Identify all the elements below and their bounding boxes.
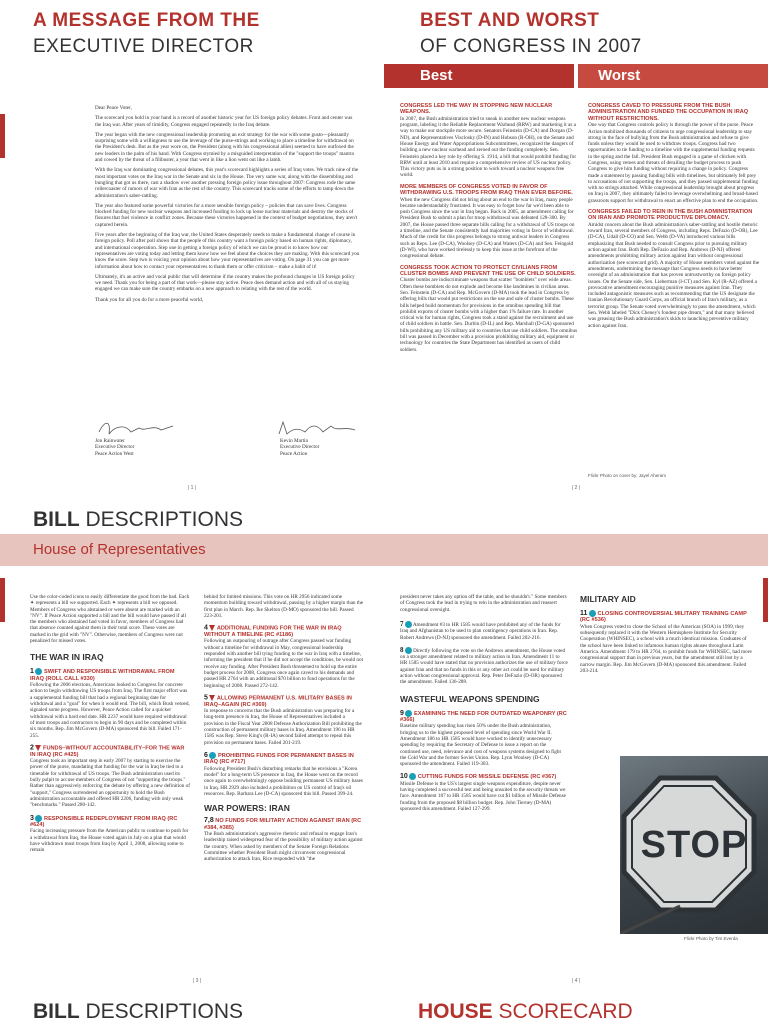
footer-right-rest: SCORECARD bbox=[492, 1000, 633, 1023]
stop-sign-photo bbox=[620, 756, 768, 934]
oppose-icon bbox=[35, 745, 41, 751]
bill-body: When Congress voted to close the School of the Americas (SOA) in 1999, they subsequently replaced it with the Western Hemisphere Institute for Security Cooperation (WHINSEC), a school with a much identical mission. Graduates of the school have been linked to infamous human rights abuses throughout Latin America. Amendment 179 to HR 2764, to prohibit funds for WHINSEC, had more congressional support than in previous years, but the amendment still lost by a narrow margin. Rep. Jim McGovern (D-MA) sponsored this amendment. Failed 203-214. bbox=[580, 623, 752, 674]
bill-title: EXAMINING THE NEED FOR OUTDATED WEAPONRY (RC #366) bbox=[400, 710, 567, 723]
bill-body-continued: president never takes any option off the table, and he shouldn't." Some members of Congress took the lead in trying to rein in the administration and reassert congressional oversight. bbox=[400, 594, 567, 613]
signature-1 bbox=[95, 418, 185, 440]
best-column bbox=[400, 103, 578, 353]
bill-heading bbox=[580, 610, 752, 624]
bill-body: Following the 2006 elections, Americans looked to Congress for concrete action to begin withdrawing US troops from Iraq. The first major effort was a supplemental funding bill that had a regional beginning date for withdrawal and a "goal" for when it would end. The bill, which Bush vetoed, signaled some progress. However, Peace Action called for a quicker withdrawal with a hard end date. HR 2237 would have required withdrawal of most troops and contractors to begin in 90 days and be completed within six months. Rep. Jim McGovern (D-MA) sponsored this bill. Failed 171-255. bbox=[30, 682, 190, 739]
bill-text: Amendment #3 to HR 1585 would have prohibited any of the funds for Iraq and Afghanistan to be used to plan contingency operations in Iran. Rep. Robert Andrews (D-NJ) sponsored the amendment. Failed 202-216. bbox=[400, 621, 561, 641]
bill-number: 3 bbox=[30, 814, 34, 822]
bill-item bbox=[400, 647, 568, 686]
support-icon bbox=[589, 610, 596, 617]
title-bold: BILL bbox=[33, 508, 80, 531]
cover-photo-credit: Flickr Photo on cover by: Jayel Aheram bbox=[588, 473, 667, 478]
bill-title: PROHIBITING FUNDS FOR PERMANENT BASES IN IRAQ (RC #717) bbox=[204, 752, 354, 766]
bill-heading bbox=[400, 710, 568, 724]
worst-item-body: Amidst concern about the Bush administration's saber-rattling and hostile rhetoric toward Iran, several members of Congress, including Reps. DeFazio (D-OR), Lee (D-CA), Udall (D-CO) and Sen. Webb (D-VA) introduced various bills emphasizing that Bush needed to consult Congress prior to pursuing military action against Iran. Both Rep. DeFazio and Rep. Andrews (D-NJ) offered amendments prohibiting military action against Iran without congressional authorization (see scorecard grid). A majority of House members voted against the amendments, undermining the message that Congress needs to have better oversight of an administration that has proven untrustworthy on foreign policy issues. On the Senate side, Sen. Lieberman (I-CT) and Sen. Kyl (R-AZ) offered a provocative amendment encouraging punitive measures against Iran. They included antagonistic measures such as recommending that the US designate the Iranian Revolutionary Guard Corps, an official branch of Iran's military, as a terrorist group. The Senate voted overwhelmingly to pass the amendment, which Sen. Webb labeled "Dick Cheney's fondest pipe dream," and that many believed was greasing the Bush administration's skids to launching preventive military action against Iran. bbox=[588, 221, 760, 329]
bill-heading bbox=[30, 745, 190, 758]
top-right-page bbox=[384, 0, 768, 500]
signer-title: Executive Director bbox=[280, 444, 320, 451]
footer-left-bold: BILL bbox=[33, 1000, 80, 1023]
bill-title: RESPONSIBLE REDEPLOYMENT FROM IRAQ (RC #624) bbox=[30, 815, 178, 828]
bill-item bbox=[204, 818, 364, 862]
house-band-label: House of Representatives bbox=[33, 541, 206, 558]
signer-name: Kevin Martin bbox=[280, 438, 309, 444]
bill-title: ALLOWING PERMANENT U.S. MILITARY BASES IN IRAQ–AGAIN (RC #369) bbox=[204, 695, 352, 708]
signature-block-1 bbox=[95, 438, 134, 457]
best-item-heading: CONGRESS LED THE WAY IN STOPPING NEW NUCLEAR WEAPONS. bbox=[400, 103, 553, 116]
bill-number: 2 bbox=[30, 744, 34, 752]
bill-number: 10 bbox=[400, 773, 408, 781]
worst-item-heading: CONGRESS FAILED TO REIN IN THE BUSH ADMINISTRATION ON IRAN AND PROMOTE PRODUCTIVE DIPLOMACY. bbox=[588, 209, 753, 222]
signature-2 bbox=[275, 418, 365, 440]
bill-body: Baseline military spending has risen 50% under the Bush administration, bringing us to the highest proposed level of spending since World War II. Amendment 186 to HR 1585 would have worked to identify unnecessary spending by requiring the Secretary of Defense to issue a report on the continued use, need, relevance and cost of weapons systems designed to fight the Cold War and the former Soviet Union. Rep. Lynn Woolsey (D-CA) sponsored the amendment. Failed 119-303. bbox=[400, 723, 561, 768]
section-heading: WASTEFUL WEAPONS SPENDING bbox=[400, 693, 540, 704]
page-number: | 4 | bbox=[571, 978, 581, 984]
bill-number: 1 bbox=[30, 668, 34, 676]
best-item-heading: MORE MEMBERS OF CONGRESS VOTED IN FAVOR OF WITHDRAWING U.S. TROOPS FROM IRAQ THAN EVER BEFORE. bbox=[400, 183, 573, 197]
bill-item bbox=[400, 773, 568, 812]
title-rest: DESCRIPTIONS bbox=[79, 508, 244, 531]
bill-number: 11 bbox=[580, 609, 588, 617]
support-icon bbox=[409, 773, 416, 780]
bill-heading bbox=[30, 668, 190, 682]
bill-number: 9 bbox=[400, 709, 404, 717]
bill-item bbox=[30, 815, 190, 854]
letter-paragraph: The scorecard you hold in your hand is a record of another historic year for US foreign policy debates. Front and center was the Iraq war. After years of timidity, Congress engaged repeatedly in the Iraq debate. bbox=[95, 115, 353, 128]
bill-title: FUNDS–WITHOUT ACCOUNTABILITY–FOR THE WAR IN IRAQ (RC #425) bbox=[30, 745, 185, 758]
footer-right-bold: HOUSE bbox=[418, 1000, 493, 1023]
best-item-body: Cluster bombs are indiscriminate weapons that scatter "bomblets" over wide areas. Often these bomblets do not explode and become like landmines in civilian areas. Sen. Feinstein (D-CA) and Rep. McGovern (D-MA) took the lead in Congress by offering bills that would put restrictions on the use and sale of cluster bombs. These bills helped build momentum for provisions in the omnibus spending bill that prohibit exports of cluster bombs with a higher than 1% failure rate. In another critical win for human rights, Congress took a stand against the recruitment and use of child soldiers in battle. Sen. Durbin (D-IL) and Rep. Marshall (D-GA) sponsored bills prohibiting any US military aid to countries that use child soldiers. The omnibus bill was passed in December with a provision prohibiting military aid, equipment or technology for countries the State Department has identified as users of child soldiers. bbox=[400, 277, 578, 353]
best-item-body: In 2007, the Bush administration tried to sneak in another new nuclear weapons program, labeling it the Reliable Replacement Warhead (RRW) and marketing it as a way to make our stockpile more secure. Senators Feinstein (D-CA) and Dorgan (D-ND), and Representatives Visclosky (D-IN) and Hobson (R-OH), on the Senate and House Energy and Water Appropriations Subcommittees, recognized the dangers of building a new nuclear warhead and zeroed out the funding completely. Sen. Feinstein placed a key role by offering S. 1914, a bill that would prohibit funding for RRW until at least 2010 and require a comprehensive review of US nuclear policy. This victory puts us in a strong position to work toward a nuclear weapons free world. bbox=[400, 115, 577, 179]
house-band-continued bbox=[384, 534, 768, 566]
left-margin-bar bbox=[0, 114, 5, 158]
bill-title: NO FUNDS FOR MILITARY ACTION AGAINST IRAN (RC #384, #385) bbox=[204, 818, 362, 831]
bill-body: Following an outpouring of outrage after Congress passed war funding without a timeline for withdrawal in May, congressional leadership responded with another bill tying funding to the war in Iraq with a timeline, informing the president that if he did not accept the conditions, he would not receive any funding. After President Bush threatened to hold up the entire budget process for 2008, Congress once again caved to his demands and passed HR 2764 with an additional $70 billion to fund operations for the beginning of 2008. Passed 272-142. bbox=[204, 638, 364, 689]
letter-paragraph: The year began with the new congressional leadership promoting an exit strategy for the war with some gusto—pleasantly surprising some with a willingness to use the leverage of the purse-strings and working to place a timeline for withdrawal on the President's desk. But as the year wore on, the President (along with his congressional allies) seemed to have outfoxed the new leaders in the palm of his hand. With Congress stymied by a misguided interpretation of the "support the troops" mantra and cowed by the threat of a filibuster, a year that went in like a lion went out like a lamb. bbox=[95, 131, 354, 164]
bill-body: Missile Defense is the US's largest single weapons expenditure, despite never having completed a successful test and being unsuited to the security threats we face. Amendment 187 to HR 1585 would have cut $1 billion of Missile Defense funding from the proposed $8 billion budget. Rep. John Tierney (D-MA) sponsored this amendment. Failed 127-299. bbox=[400, 780, 566, 813]
worst-label: Worst bbox=[598, 67, 641, 84]
bill-number: 5 bbox=[204, 694, 208, 702]
bill-body-continued: behind for limited missions. This vote on HR 2956 indicated some momentum building toward withdrawal, passing by a higher margin than the first plan in March. Rep. Ike Skelton (D-MO) sponsored the bill. Passed 223-201. bbox=[204, 594, 364, 619]
bill-heading bbox=[204, 695, 364, 708]
message-title-line1: A MESSAGE FROM THE bbox=[33, 10, 260, 31]
bill-heading bbox=[204, 818, 364, 831]
letter-paragraph: The year also featured some powerful victories for a more sensible foreign policy – policies that can save lives. Congress blocked funding for new nuclear weapons and increased funding to lock up loose nuclear materials and destroy the stocks of fissures that fuel violence in conflict zones. Because these victories happened in the context of budget negotiations, they aren't captured herein. bbox=[95, 202, 358, 228]
letter-body bbox=[95, 105, 360, 307]
page-number: | 3 | bbox=[192, 978, 202, 984]
bill-column-2 bbox=[204, 594, 364, 863]
bill-descriptions-title bbox=[33, 508, 243, 532]
bill-heading bbox=[204, 752, 364, 766]
footer-right-title bbox=[418, 1000, 633, 1024]
bill-column-3 bbox=[400, 594, 568, 812]
bill-title: ADDITIONAL FUNDING FOR THE WAR IN IRAQ WITHOUT A TIMELINE (RC #1186) bbox=[204, 625, 342, 639]
support-icon bbox=[35, 668, 42, 675]
letter-paragraph: With the Iraq war dominating congressional debates, this year's scorecard highlights a series of Iraq votes. We track nine of the most important votes on the Iraq war in the Senate and six in the House. The very same war, along with the dissembling and bungling that got us there, cast a shadow over another pressing foreign policy issue throughout 2007: Congress rode the same rollercoaster of rumors of war with Iran as the rest of the country. This scorecard tracks some of the efforts to tamp down the administration's saber-rattling. bbox=[95, 167, 359, 199]
photo-credit: Flickr Photo by Tim Everda bbox=[684, 936, 738, 941]
section-heading: WAR POWERS: IRAN bbox=[204, 803, 290, 814]
section-heading: THE WAR IN IRAQ bbox=[30, 652, 104, 663]
support-icon bbox=[405, 710, 412, 717]
bill-item bbox=[580, 610, 752, 674]
oppose-icon bbox=[209, 695, 215, 701]
bottom-right-page bbox=[384, 500, 768, 990]
bill-column-1 bbox=[30, 594, 190, 854]
bill-body: In response to concerns that the Bush administration was preparing for a long-term presence in Iraq, the House of Representatives included a provision in the Fiscal Year 2008 Defense Authorization Bill prohibiting the construction of permanent military bases in Iraq. Amendment 196 to HR 1585 was Rep. Steve King's (R-IA) second failed attempt to repeal this provision on permanent bases. Failed 201-219. bbox=[204, 708, 362, 746]
bill-heading bbox=[30, 815, 190, 829]
best-worst-title-line2: OF CONGRESS IN 2007 bbox=[420, 36, 642, 57]
section-heading: MILITARY AID bbox=[580, 594, 636, 604]
best-header-bar bbox=[384, 64, 574, 88]
page-number: | 2 | bbox=[571, 485, 581, 491]
support-icon bbox=[209, 752, 216, 759]
bill-item bbox=[30, 745, 190, 809]
support-icon bbox=[405, 647, 412, 654]
worst-column bbox=[588, 103, 760, 329]
bill-column-4 bbox=[580, 594, 752, 674]
best-label: Best bbox=[420, 67, 453, 84]
bill-number: 7 bbox=[400, 619, 404, 628]
support-icon bbox=[35, 815, 42, 822]
bill-body: The Bush administration's aggressive rhetoric and refusal to engage Iran's leadership raised widespread fear of the possibility of military action against the country. When asked by members of the Senate Foreign Relations Committee whether President Bush might circumvent congressional authorization to attack Iran, Rice responded with "the bbox=[204, 831, 363, 863]
message-title-line2: EXECUTIVE DIRECTOR bbox=[33, 36, 254, 57]
signer-org: Peace Action bbox=[280, 450, 308, 457]
letter-paragraph: Thank you for all you do for a more peaceful world, bbox=[95, 296, 204, 303]
bill-heading bbox=[400, 773, 568, 780]
bill-body bbox=[400, 621, 568, 641]
signer-name: Jon Rainwater bbox=[95, 438, 125, 444]
worst-item-heading: CONGRESS CAVED TO PRESSURE FROM THE BUSH ADMINISTRATION AND FUNDED THE OCCUPATION IN IRAQ WITHOUT RESTRICTIONS. bbox=[588, 103, 749, 122]
legend-intro: Use the color-coded icons to easily differentiate the good from the bad. Each ✦ represents a bill we supported. Each ✦ represents a bill we opposed. Members of Congress who abstained or were absent are marked with an "NV". If Peace Action supported a bill and the bill would have passed if all the members who abstained had voted in favor, members of Congress had that absence counted against them in their total score. These votes are marked in the grid with "NV". Otherwise, members of Congress were not penalized for missed votes. bbox=[30, 594, 190, 645]
bill-title: CUTTING FUNDS FOR MISSILE DEFENSE (RC #367) bbox=[417, 774, 557, 781]
bill-number: 6 bbox=[204, 751, 208, 759]
bill-title: CLOSING CONTROVERSIAL MILITARY TRAINING CAMP (RC #536) bbox=[580, 610, 747, 624]
bill-number: 7,8 bbox=[204, 817, 214, 825]
oppose-icon bbox=[209, 625, 215, 631]
bill-body: Following President Bush's disturbing remarks that he envisions a "Korea model" for a long-term US presence in Iraq, the House went on the record once again to overwhelmingly oppose building permanent US military bases in Iraq. HR 2929 also included a prohibition on US control of Iraq's oil resources. Rep. Barbara Lee (D-CA) sponsored this bill. Passed 399-24. bbox=[204, 765, 363, 797]
bill-body: Facing increasing pressure from the American public to continue to push for a withdrawal from Iraq, the House voted again in July on a plan that would have withdrawn most troops from Iraq by April 1, 2008, allowing some to remain bbox=[30, 828, 189, 854]
bill-item bbox=[204, 625, 364, 689]
bill-body: Congress took an important step in early 2007 by starting to exercise the power of the purse, mandating that funding for the war in Iraq be tied to a timetable for withdrawal of US troops. The Bush administration used its bully pulpit to accuse members of Congress of not "supporting the troops." Rather than aggressively enforcing the debate by offering a new definition of "support," Congress surrendered an opportunity to hold the Bush administration accountable and offered HR 2206, funding with only weak "benchmarks." Passed 280-142. bbox=[30, 758, 190, 809]
best-item-heading: CONGRESS TOOK ACTION TO PROTECT CIVILIANS FROM CLUSTER BOMBS AND PREVENT THE USE OF CHILD SOLDIERS. bbox=[400, 264, 576, 277]
footer-left-title bbox=[33, 1000, 243, 1024]
letter-paragraph: Ultimately, it's an active and vocal public that will determine if the country makes the profound changes in US foreign policy we need. Thank you for being a part of that work—please stay active. Peace does demand action and with all of us staying engaged we can make sure the country embarks on a new approach to relating with the rest of the world. bbox=[95, 273, 355, 293]
bill-text: Directly following the vote on the Andrews amendment, the House voted on a stronger amendment related to military action in Iran. Amendment 11 to HR 1585 would have stated that no provision authorizes the use of military force against Iran and that no funds in this or any other act could be used for military action without congressional approval. Rep. Peter DeFazio (D-OR) sponsored the amendment. Failed 136-288. bbox=[400, 647, 568, 686]
left-margin-bar bbox=[0, 578, 5, 622]
signer-title: Executive Director bbox=[95, 444, 135, 451]
bill-body bbox=[400, 647, 568, 686]
bill-item bbox=[204, 752, 364, 797]
bill-item bbox=[400, 710, 568, 768]
stop-sign-text: STOP bbox=[640, 824, 748, 866]
bill-item bbox=[204, 695, 364, 746]
bill-title: SWIFT AND RESPONSIBLE WITHDRAWAL FROM IRAQ (ROLL CALL #330) bbox=[30, 669, 175, 682]
best-worst-title-line1: BEST AND WORST bbox=[420, 10, 600, 31]
bottom-left-page bbox=[0, 500, 384, 990]
best-item-body: When the new Congress did not bring about an end to the war in Iraq, many people became understandably frustrated. It was easy to forget how far we'd been able to push Congress since the war in Iraq began. Back in 2005, an amendment calling for President Bush to submit a plan for troop withdrawal was defeated 128-300. By 2007, the House passed three separate bills calling for a withdrawal of US troops on a timeline, and the Senate consistently had majorities voting in favor of withdrawal. Much of the credit for this progress belongs to strong antiwar leaders in Congress such as Reps. Lee (D-CA), Woolsey (D-CA) and Waters (D-CA) and Sen. Feingold (D-WI), who have worked tirelessly to keep this issue at the forefront of the congressional debate. bbox=[400, 196, 575, 260]
bill-item bbox=[400, 621, 568, 641]
top-left-page bbox=[0, 0, 384, 500]
letter-paragraph: Five years after the beginning of the Iraq war, the United States desperately needs to make a fundamental change of course in foreign policy. Poll after poll shows that the people of this country want a foreign policy based on human rights, diplomacy, and international cooperation. Step one in getting a foreign policy of which we can be proud is to know how our representatives are voting today and letting them know how we feel about the choices they are making. With this scorecard you know the score. Step two is voicing your opinion about how your representatives are voting. On page 31 you can get more information about how to contact your representatives to thank them or offer criticism – make a habit of it! bbox=[95, 232, 360, 270]
bill-number: 4 bbox=[204, 624, 208, 632]
worst-item-body: One way that Congress controls policy is through the power of the purse. Peace Action mobilized thousands of citizens to urge congressional leadership to stay strong in the face of bullying from the Bush administration and refuse to give funds unless they would be used to withdraw troops. Congress had two opportunities to tie funding to a timeline with the supplemental funding requests in the spring and the fall. President Bush engaged in a game of chicken with Congress, using vetoes and threats of derailing the budget process to push Congress to give him funding without requiring a change in policy. Congress made a statement by passing funding bills with timelines, but ultimately fell prey to accusations of not supporting the troops, and they passed supplemental funding with no strings attached. While congressional leadership brought about progress on Iraq in 2007, they ultimately failed to leverage overwhelming and broad-based grassroots support for withdrawal to enact an effective plan to end the occupation. bbox=[588, 122, 759, 204]
signature-block-2 bbox=[280, 438, 319, 457]
bill-item bbox=[30, 668, 190, 738]
right-margin-bar bbox=[763, 578, 768, 622]
footer-left-rest: DESCRIPTIONS bbox=[79, 1000, 244, 1023]
bill-number: 8 bbox=[400, 645, 404, 654]
page-number: | 1 | bbox=[187, 485, 197, 491]
bill-heading bbox=[204, 625, 364, 638]
salutation: Dear Peace Voter, bbox=[95, 105, 132, 111]
signer-org: Peace Action West bbox=[95, 450, 134, 457]
